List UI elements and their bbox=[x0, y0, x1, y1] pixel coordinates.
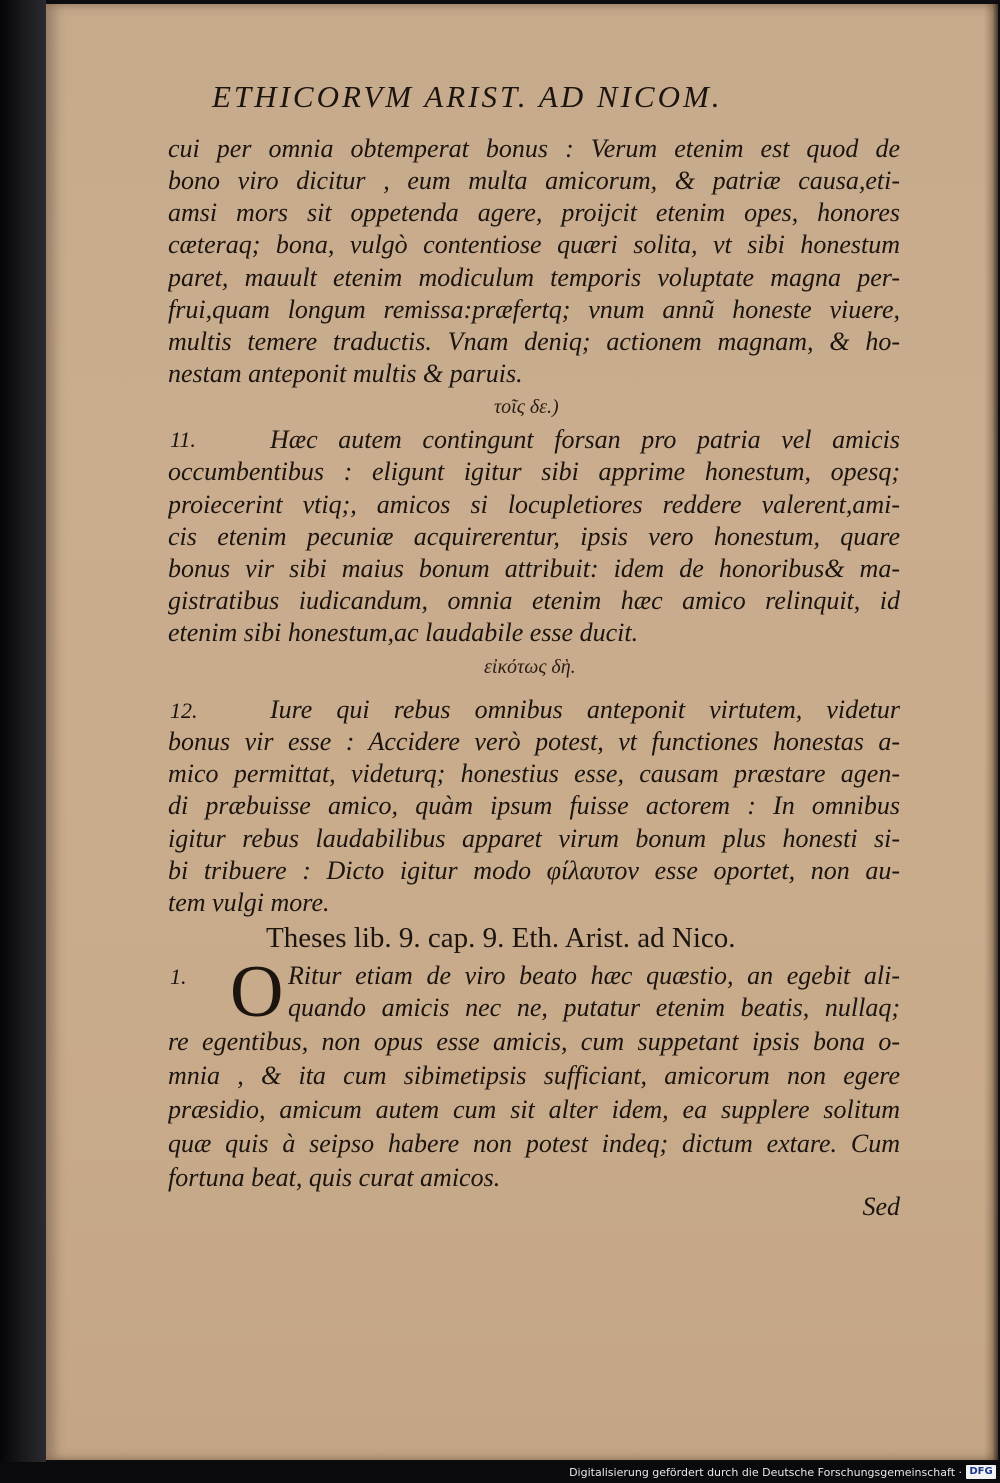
text-line: cæteraq; bona, vulgò contentiose quæri solita, vt sibi honestum bbox=[168, 230, 900, 259]
text-line: cis etenim pecuniæ acquirerentur, ipsis vero honestum, quare bbox=[168, 522, 900, 551]
running-header: ETHICORVM ARIST. AD NICOM. bbox=[212, 79, 723, 114]
section-heading: Theses lib. 9. cap. 9. Eth. Arist. ad Nico. bbox=[266, 922, 736, 954]
dfg-credit-text: Digitalisierung gefördert durch die Deutsche Forschungsgemeinschaft · bbox=[569, 1466, 962, 1479]
text-line: quando amicis nec ne, putatur etenim beatis, nullaq; bbox=[288, 993, 900, 1022]
text-line: cui per omnia obtemperat bonus : Verum etenim est quod de bbox=[168, 134, 900, 163]
digitization-footer bbox=[0, 1462, 1000, 1483]
text-line: frui,quam longum remissa:præfertq; vnum annũ honeste viuere, bbox=[168, 295, 900, 324]
paragraph-number: 11. bbox=[170, 427, 196, 452]
text-line: præsidio, amicum autem cum sit alter idem, ea supplere solitum bbox=[168, 1095, 900, 1124]
text-line: Iure qui rebus omnibus anteponit virtutem, videtur bbox=[270, 695, 900, 724]
text-line: bi tribuere : Dicto igitur modo φίλαυτον esse oportet, non au- bbox=[168, 856, 900, 885]
greek-marginal-heading: εἰκότως δὴ. bbox=[484, 656, 576, 678]
text-line: Ritur etiam de viro beato hæc quæstio, an egebit ali- bbox=[288, 961, 900, 990]
text-line: proiecerint vtiq;, amicos si locupletiores reddere valerent,ami- bbox=[168, 490, 900, 519]
text-line: igitur rebus laudabilibus apparet virum bonum plus honesti si- bbox=[168, 824, 900, 853]
greek-marginal-heading: τοῖς δε.) bbox=[494, 396, 559, 418]
text-line: tem vulgi more. bbox=[168, 888, 330, 917]
text-line: occumbentibus : eligunt igitur sibi apprime honestum, opesq; bbox=[168, 457, 900, 486]
text-line: bonus vir esse : Accidere verò potest, vt functiones honestas a- bbox=[168, 727, 900, 756]
text-line: fortuna beat, quis curat amicos. bbox=[168, 1163, 501, 1192]
text-line: bonus vir sibi maius bonum attribuit: idem de honoribus& ma- bbox=[168, 554, 900, 583]
text-line: di præbuisse amico, quàm ipsum fuisse actorem : In omnibus bbox=[168, 791, 900, 820]
text-line: amsi mors sit oppetenda agere, proijcit etenim opes, honores bbox=[168, 198, 900, 227]
text-line: re egentibus, non opus esse amicis, cum suppetant ipsis bona o- bbox=[168, 1027, 900, 1056]
dfg-logo: DFG bbox=[966, 1465, 996, 1479]
catchword: Sed bbox=[862, 1192, 900, 1221]
text-line: Hæc autem contingunt forsan pro patria vel amicis bbox=[270, 425, 900, 454]
text-line: quæ quis à seipso habere non potest indeq; dictum extare. Cum bbox=[168, 1129, 900, 1158]
text-line: multis temere traductis. Vnam deniq; actionem magnam, & ho- bbox=[168, 327, 900, 356]
paragraph-number: 12. bbox=[170, 698, 198, 723]
text-line: gistratibus iudicandum, omnia etenim hæc amico relinquit, id bbox=[168, 586, 900, 615]
text-line: nestam anteponit multis & paruis. bbox=[168, 359, 523, 388]
page-edge-shadow bbox=[984, 4, 998, 1460]
text-line: bono viro dicitur , eum multa amicorum, & patriæ causa,eti- bbox=[168, 166, 900, 195]
drop-cap: O bbox=[230, 951, 284, 1033]
text-line: paret, mauult etenim modiculum temporis voluptate magna per- bbox=[168, 263, 900, 292]
scanner-left-margin bbox=[0, 0, 46, 1462]
text-line: mnia , & ita cum sibimetipsis sufficiant, amicorum non egere bbox=[168, 1061, 900, 1090]
paragraph-number: 1. bbox=[170, 964, 187, 989]
text-line: etenim sibi honestum,ac laudabile esse ducit. bbox=[168, 618, 639, 647]
text-line: mico permittat, videturq; honestius esse, causam præstare agen- bbox=[168, 759, 900, 788]
